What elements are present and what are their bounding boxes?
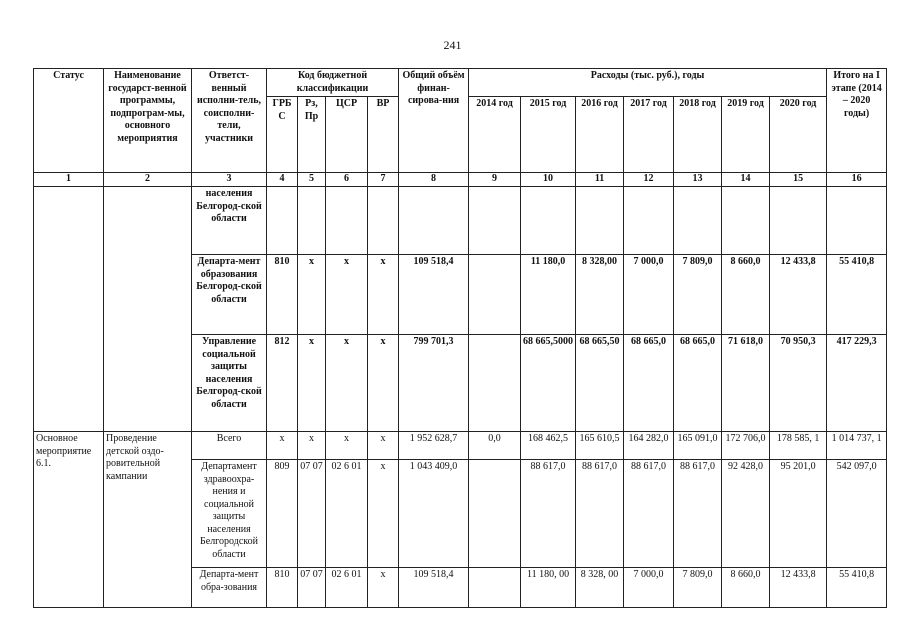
col-number: 12 — [624, 173, 674, 187]
header-stage-total: Итого на I этапе (2014 – 2020 годы) — [827, 69, 887, 173]
rzpr-cell: х — [298, 255, 326, 335]
y2015-cell: 168 462,5 — [521, 432, 576, 460]
header-total-volume: Общий объём финан-сирова-ния — [399, 69, 469, 173]
vr-cell: х — [368, 460, 399, 568]
col-number: 1 — [34, 173, 104, 187]
total-cell — [399, 187, 469, 255]
y2015-cell: 11 180,0 — [521, 255, 576, 335]
y2018-cell: 7 809,0 — [674, 568, 722, 608]
responsible-cell: Управление социальной защиты населения Белгород-ской области — [192, 335, 267, 432]
total-cell: 109 518,4 — [399, 568, 469, 608]
col-number: 15 — [770, 173, 827, 187]
itog-cell: 1 014 737, 1 — [827, 432, 887, 460]
status-cell — [34, 187, 104, 432]
col-number: 14 — [722, 173, 770, 187]
header-grbs: ГРБ С — [267, 97, 298, 173]
header-year-2015: 2015 год — [521, 97, 576, 173]
y2016-cell: 165 610,5 — [576, 432, 624, 460]
y2019-cell: 8 660,0 — [722, 255, 770, 335]
grbs-cell: 810 — [267, 255, 298, 335]
y2020-cell: 12 433,8 — [770, 255, 827, 335]
total-cell: 109 518,4 — [399, 255, 469, 335]
y2014-cell — [469, 335, 521, 432]
event-status: Основное мероприятие 6.1. — [34, 432, 104, 608]
col-number: 11 — [576, 173, 624, 187]
budget-table — [33, 68, 887, 608]
y2020-cell: 12 433,8 — [770, 568, 827, 608]
y2014-cell — [469, 460, 521, 568]
rzpr-cell: х — [298, 335, 326, 432]
y2018-cell: 165 091,0 — [674, 432, 722, 460]
rzpr-cell: 07 07 — [298, 568, 326, 608]
rzpr-cell — [298, 187, 326, 255]
responsible-cell: населения Белгород-ской области — [192, 187, 267, 255]
csr-cell: х — [326, 255, 368, 335]
itog-cell — [827, 187, 887, 255]
csr-cell: х — [326, 432, 368, 460]
y2019-cell — [722, 187, 770, 255]
header-year-2020: 2020 год — [770, 97, 827, 173]
y2018-cell: 68 665,0 — [674, 335, 722, 432]
y2020-cell: 70 950,3 — [770, 335, 827, 432]
rzpr-cell: 07 07 — [298, 460, 326, 568]
header-rzpr: Рз, Пр — [298, 97, 326, 173]
y2014-cell — [469, 187, 521, 255]
rzpr-cell: х — [298, 432, 326, 460]
col-number: 9 — [469, 173, 521, 187]
itog-cell: 55 410,8 — [827, 255, 887, 335]
col-number: 4 — [267, 173, 298, 187]
col-number: 3 — [192, 173, 267, 187]
y2019-cell: 8 660,0 — [722, 568, 770, 608]
header-year-2017: 2017 год — [624, 97, 674, 173]
grbs-cell: 809 — [267, 460, 298, 568]
itog-cell: 542 097,0 — [827, 460, 887, 568]
vr-cell: х — [368, 335, 399, 432]
y2020-cell: 95 201,0 — [770, 460, 827, 568]
table-row — [34, 432, 887, 460]
y2019-cell: 71 618,0 — [722, 335, 770, 432]
total-cell: 1 952 628,7 — [399, 432, 469, 460]
column-number-row — [34, 173, 887, 187]
csr-cell: х — [326, 335, 368, 432]
grbs-cell: х — [267, 432, 298, 460]
y2016-cell: 68 665,50 — [576, 335, 624, 432]
itog-cell: 55 410,8 — [827, 568, 887, 608]
responsible-cell: Департа-мент обра-зования — [192, 568, 267, 608]
csr-cell — [326, 187, 368, 255]
total-cell: 799 701,3 — [399, 335, 469, 432]
col-number: 13 — [674, 173, 722, 187]
table-row — [34, 187, 887, 255]
y2016-cell: 8 328, 00 — [576, 568, 624, 608]
header-csr: ЦСР — [326, 97, 368, 173]
vr-cell: х — [368, 432, 399, 460]
header-year-2018: 2018 год — [674, 97, 722, 173]
y2014-cell: 0,0 — [469, 432, 521, 460]
header-expenses: Расходы (тыс. руб.), годы — [469, 69, 827, 97]
page-number: 241 — [443, 38, 462, 52]
y2018-cell — [674, 187, 722, 255]
y2018-cell: 88 617,0 — [674, 460, 722, 568]
y2017-cell — [624, 187, 674, 255]
header-year-2019: 2019 год — [722, 97, 770, 173]
col-number: 7 — [368, 173, 399, 187]
responsible-cell: Департамент здравоохра-нения и социальной защиты населения Белгородской области — [192, 460, 267, 568]
y2017-cell: 88 617,0 — [624, 460, 674, 568]
grbs-cell: 812 — [267, 335, 298, 432]
header-responsible: Ответст-венный исполни-тель, соисполни-тели, участники — [192, 69, 267, 173]
name-cell — [104, 187, 192, 432]
y2018-cell: 7 809,0 — [674, 255, 722, 335]
y2015-cell: 68 665,5000 — [521, 335, 576, 432]
col-number: 16 — [827, 173, 887, 187]
col-number: 6 — [326, 173, 368, 187]
y2015-cell: 88 617,0 — [521, 460, 576, 568]
y2015-cell — [521, 187, 576, 255]
total-cell: 1 043 409,0 — [399, 460, 469, 568]
header-name: Наименование государст-венной программы, подпрограм-мы, основного мероприятия — [104, 69, 192, 173]
y2014-cell — [469, 568, 521, 608]
y2017-cell: 7 000,0 — [624, 255, 674, 335]
y2020-cell: 178 585, 1 — [770, 432, 827, 460]
y2019-cell: 92 428,0 — [722, 460, 770, 568]
col-number: 2 — [104, 173, 192, 187]
csr-cell: 02 6 01 — [326, 568, 368, 608]
y2016-cell: 88 617,0 — [576, 460, 624, 568]
y2019-cell: 172 706,0 — [722, 432, 770, 460]
header-budget-code: Код бюджетной классификации — [267, 69, 399, 97]
col-number: 5 — [298, 173, 326, 187]
responsible-cell: Департа-мент образования Белгород-ской области — [192, 255, 267, 335]
y2014-cell — [469, 255, 521, 335]
responsible-cell: Всего — [192, 432, 267, 460]
col-number: 8 — [399, 173, 469, 187]
col-number: 10 — [521, 173, 576, 187]
y2017-cell: 68 665,0 — [624, 335, 674, 432]
header-vr: ВР — [368, 97, 399, 173]
y2016-cell — [576, 187, 624, 255]
header-status: Статус — [34, 69, 104, 173]
event-name: Проведение детской оздо-ровительной кампании — [104, 432, 192, 608]
y2017-cell: 7 000,0 — [624, 568, 674, 608]
vr-cell — [368, 187, 399, 255]
y2020-cell — [770, 187, 827, 255]
y2017-cell: 164 282,0 — [624, 432, 674, 460]
itog-cell: 417 229,3 — [827, 335, 887, 432]
grbs-cell — [267, 187, 298, 255]
header-year-2014: 2014 год — [469, 97, 521, 173]
grbs-cell: 810 — [267, 568, 298, 608]
y2016-cell: 8 328,00 — [576, 255, 624, 335]
csr-cell: 02 6 01 — [326, 460, 368, 568]
vr-cell: х — [368, 255, 399, 335]
y2015-cell: 11 180, 00 — [521, 568, 576, 608]
header-year-2016: 2016 год — [576, 97, 624, 173]
vr-cell: х — [368, 568, 399, 608]
